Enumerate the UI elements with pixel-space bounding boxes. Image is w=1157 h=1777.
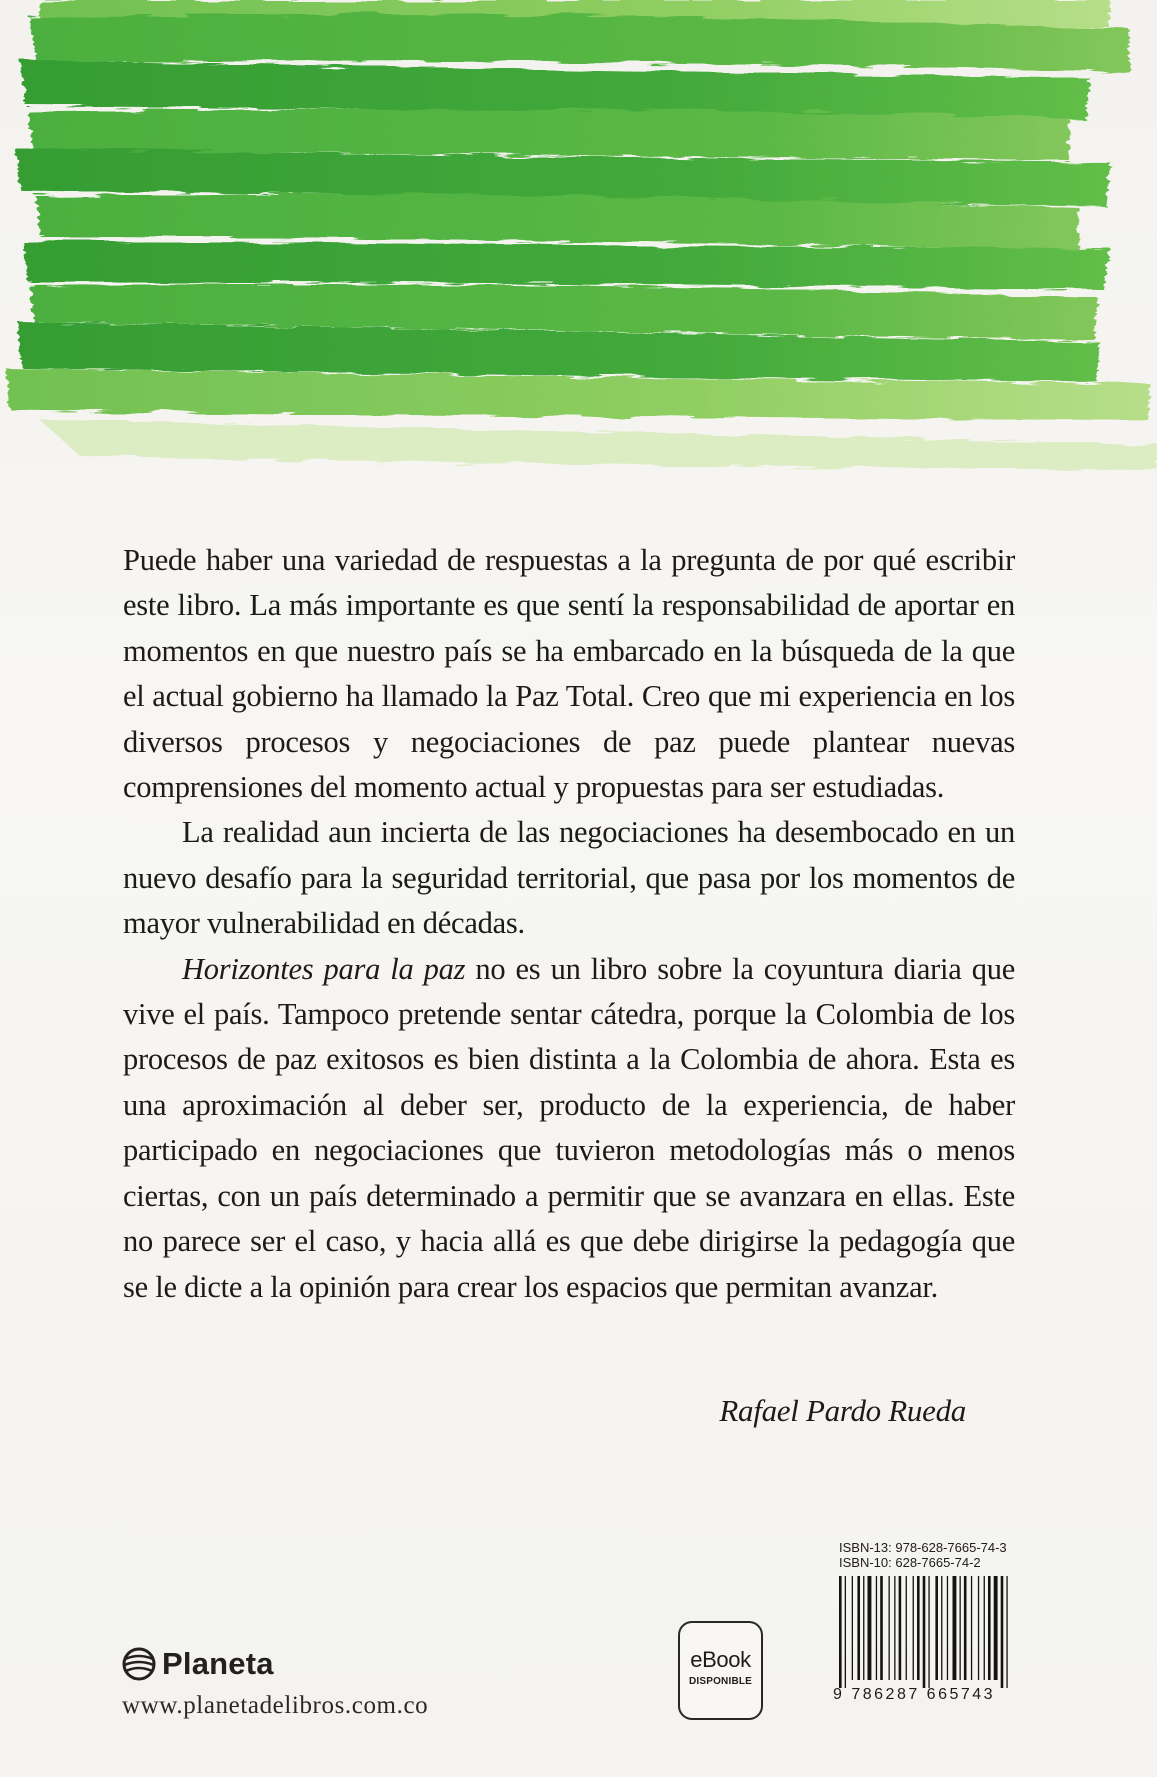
publisher-logo bbox=[122, 1646, 482, 1682]
publisher-website: www.planetadelibros.com.co bbox=[122, 1692, 429, 1719]
barcode-bar bbox=[857, 1576, 860, 1680]
ebook-badge-subtitle: DISPONIBLE bbox=[688, 1676, 753, 1687]
isbn-13-label: ISBN-13: 978-628-7665-74-3 bbox=[839, 1540, 1007, 1555]
book-title-italic: Horizontes para la paz bbox=[182, 951, 466, 986]
barcode-bar bbox=[971, 1576, 972, 1680]
barcode-digits: 9 786287 665743 bbox=[833, 1686, 996, 1703]
barcode-bar bbox=[960, 1576, 961, 1680]
barcode-bars bbox=[833, 1576, 1018, 1688]
barcode-bar bbox=[894, 1576, 895, 1680]
author-signature: Rafael Pardo Rueda bbox=[719, 1393, 966, 1428]
barcode-bar bbox=[994, 1576, 998, 1680]
ebook-available-badge bbox=[678, 1621, 763, 1720]
barcode-bar bbox=[917, 1576, 920, 1680]
barcode-bar bbox=[906, 1576, 907, 1680]
barcode-bar bbox=[928, 1576, 929, 1688]
barcode-bar bbox=[913, 1576, 914, 1680]
synopsis-paragraph-3-text: no es un libro sobre la coyuntura diaria que vive el país. Tampoco pretende sentar cátedra, porque la Colombia de los procesos de paz exitosos es bien distinta a la Colombia de ahora. Esta es una aproximación al deber ser, producto de la experiencia, de haber participado en negociaciones que tuvieron metodologías más o menos ciertas, con un país determinado a permitir que se avanzara en ellas. Este no parece ser el caso, y hacia allá es que debe dirigirse la pedagogía que se le dicte a la opinión para crear los espacios que permitan avanzar. bbox=[123, 951, 1015, 1304]
barcode-bar bbox=[953, 1576, 957, 1680]
synopsis-text bbox=[123, 538, 1015, 1310]
barcode-bar bbox=[899, 1576, 902, 1680]
barcode-bar bbox=[1001, 1576, 1004, 1688]
barcode-bar bbox=[988, 1576, 991, 1680]
barcode-bar bbox=[935, 1576, 938, 1680]
barcode-bar bbox=[1006, 1576, 1007, 1688]
barcode-bar bbox=[880, 1576, 883, 1680]
synopsis-paragraph-1: Puede haber una variedad de respuestas a la pregunta de por qué escribir este libro. La más importante es que sentí la responsabilidad de aportar en momentos en que nuestro país se ha embarcado en la búsqueda de la que el actual gobierno ha llamado la Paz Total. Creo que mi experiencia en los diversos procesos y negociaciones de paz puede plantear nuevas comprensiones del momento actual y propuestas para ser estudiadas. bbox=[123, 543, 1015, 805]
barcode-bar bbox=[863, 1576, 864, 1680]
barcode-bar bbox=[947, 1576, 948, 1680]
ebook-badge-title: eBook bbox=[690, 1647, 751, 1672]
isbn-barcode bbox=[833, 1540, 1018, 1740]
barcode-bar bbox=[941, 1576, 942, 1680]
green-brush-strokes-artwork bbox=[0, 0, 1157, 510]
synopsis-paragraph-3 bbox=[123, 947, 1015, 1310]
barcode-bar bbox=[876, 1576, 877, 1680]
barcode-bar bbox=[845, 1576, 846, 1688]
barcode-bar bbox=[978, 1576, 979, 1680]
publisher-block bbox=[122, 1646, 482, 1736]
barcode-bar bbox=[964, 1576, 967, 1680]
barcode-bar bbox=[868, 1576, 872, 1680]
isbn-10-label: ISBN-10: 628-7665-74-2 bbox=[839, 1555, 981, 1570]
planeta-globe-icon bbox=[122, 1647, 156, 1681]
barcode-bar bbox=[839, 1576, 842, 1688]
barcode-bar bbox=[889, 1576, 890, 1680]
publisher-name: Planeta bbox=[162, 1646, 274, 1681]
barcode-bar bbox=[923, 1576, 926, 1688]
barcode-bar bbox=[984, 1576, 985, 1680]
barcode-bar bbox=[852, 1576, 853, 1680]
synopsis-paragraph-2: La realidad aun incierta de las negociaciones ha desembocado en un nuevo desafío para la seguridad territorial, que pasa por los momentos de mayor vulnerabilidad en décadas. bbox=[123, 815, 1015, 941]
